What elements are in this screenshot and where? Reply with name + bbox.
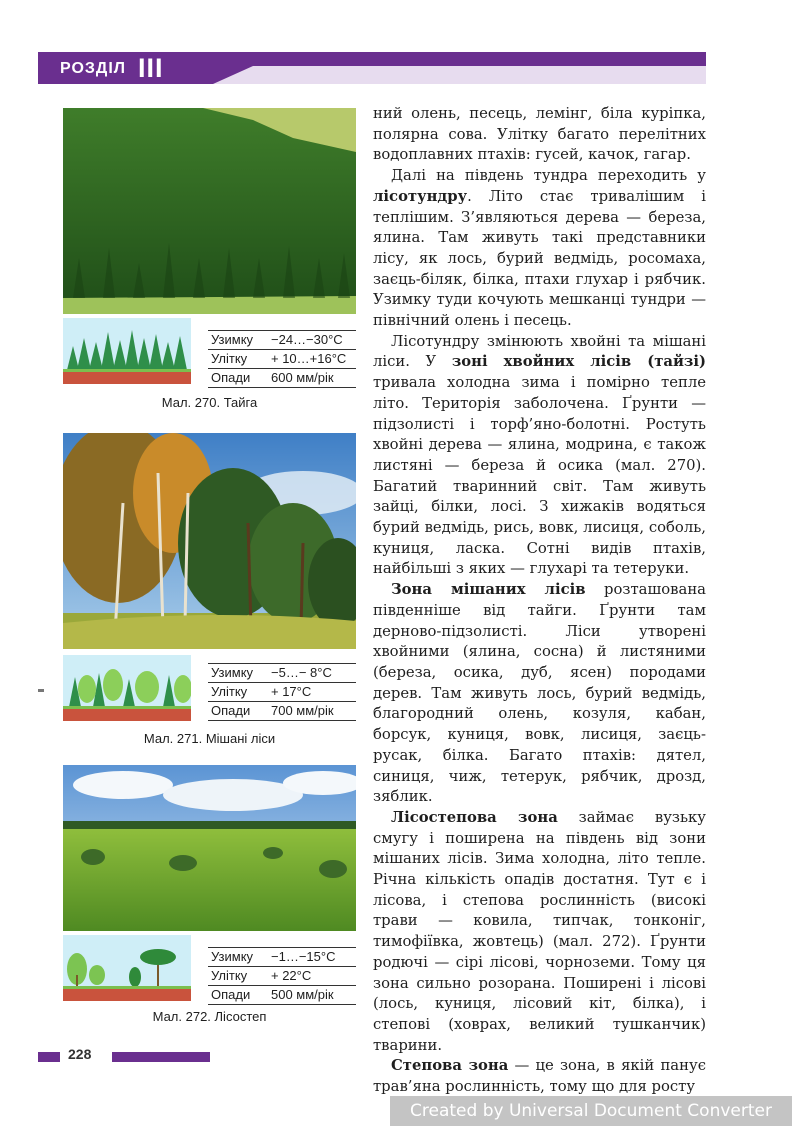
taiga-diagram xyxy=(63,318,191,384)
section-number: III xyxy=(138,53,164,83)
term-taiga: зоні хвойних лісів (тайзі) xyxy=(451,353,706,371)
climate-row: Опади 600 мм/рік xyxy=(208,369,356,388)
climate-row: Опади 500 мм/рік xyxy=(208,986,356,1005)
climate-row: Узимку −5…− 8°С xyxy=(208,663,356,683)
climate-row: Улітку + 17°С xyxy=(208,683,356,702)
climate-row: Узимку −1…−15°С xyxy=(208,947,356,967)
climate-row: Опади 700 мм/рік xyxy=(208,702,356,721)
climate-row: Узимку −24…−30°С xyxy=(208,330,356,350)
header-light-stripe xyxy=(213,66,706,84)
forest-steppe-climate-table xyxy=(208,947,356,1005)
forest-steppe-photo xyxy=(63,765,356,931)
taiga-photo xyxy=(63,108,356,314)
section-header xyxy=(38,52,706,84)
term-mixed-forest: Зона мішаних лісів xyxy=(391,581,586,599)
figure-taiga xyxy=(63,108,356,418)
paragraph: ний олень, песець, лемінг, біла куріпка, полярна сова. Улітку багато перелітних водоплавних птахів: гусей, качок, гагар. xyxy=(373,105,706,164)
margin-mark xyxy=(38,689,44,692)
section-label: РОЗДІЛ xyxy=(60,60,126,77)
term-forest-steppe: Лісостепова зона xyxy=(391,808,558,826)
paragraph: Лісотундру змінюють хвойні та мішані ліси. У зоні хвойних лісів (тайзі) тривала холодна зима і помірно тепле літо. Територія заболочена. Ґрунти — підзолисті і торф’яно-болотні. Ростуть хвойні дерева — ялина, модрина, є також листяні — береза й осика (мал. 270). Багатий тваринний світ. Там живуть зайці, білки, лосі. З хижаків водяться бурий ведмідь, рись, вовк, лисиця, соболь, куниця, ласка. Сотні видів птахів, найбільші з яких — глухарі та тетеруки. xyxy=(373,332,706,578)
mixed-forest-photo xyxy=(63,433,356,649)
paragraph: Лісостепова зона займає вузьку смугу і поширена на південь від зони мішаних лісів. Зима холодна, літо тепле. Річна кількість опадів достатня. Тут є і лісова, і степова рослинність (високі трави — ковила, типчак, тонконіг, тимофіївка, жовтець) (мал. 272). Ґрунти родючі — сірі лісові, чорноземи. Тому ця зона сильно розорана. Поширені і лісові (лось, куниця, лісовий кіт, білка), і степові (ховрах, великий тушканчик) тварини. xyxy=(373,808,706,1054)
watermark: Created by Universal Document Converter xyxy=(390,1096,792,1126)
term-forest-tundra: лісотундру xyxy=(373,187,468,205)
term-steppe: Степова зона xyxy=(391,1057,509,1075)
paragraph: Далі на південь тундра переходить у лісотундру. Літо стає тривалішим і теплішим. З’являються дерева — береза, ялина. Там живуть такі представники лісу, як лось, бурий ведмідь, росомаха, заєць-біляк, білка, птахи глухар і рябчик. Узимку туди кочують мешканці тундри — північний олень і песець. xyxy=(373,167,706,330)
figure-caption: Мал. 271. Мішані ліси xyxy=(143,731,276,746)
forest-steppe-diagram xyxy=(63,935,191,1001)
mixed-forest-diagram xyxy=(63,655,191,721)
climate-row: Улітку + 22°С xyxy=(208,967,356,986)
paragraph: Зона мішаних лісів розташована південніше від тайги. Ґрунти там дерново-підзолисті. Ліси утворені хвойними (ялина, сосна) й листяними (береза, осика, дуб, ясен) породами дерев. Там живуть лось, бурий ведмідь, благородний олень, козуля, кабан, борсук, куниця, вовк, лисиця, заєць-русак, білка. Багато птахів: дятел, синиця, чиж, тетерук, рябчик, дрозд, зяблик. xyxy=(373,581,706,806)
page-number: 228 xyxy=(68,1046,92,1062)
figure-caption: Мал. 272. Лісостеп xyxy=(152,1009,267,1024)
figure-mixed-forest xyxy=(63,433,356,753)
figure-forest-steppe xyxy=(63,765,356,1035)
climate-row: Улітку + 10…+16°С xyxy=(208,350,356,369)
paragraph: Степова зона — це зона, в якій панує трав’яна рослинність, тому що для росту xyxy=(373,1057,706,1096)
body-text xyxy=(373,104,706,1098)
footer-bar-left xyxy=(38,1052,60,1062)
footer-bar-right xyxy=(112,1052,210,1062)
mixed-forest-climate-table xyxy=(208,663,356,721)
taiga-climate-table xyxy=(208,330,356,388)
figure-caption: Мал. 270. Тайга xyxy=(161,395,258,410)
